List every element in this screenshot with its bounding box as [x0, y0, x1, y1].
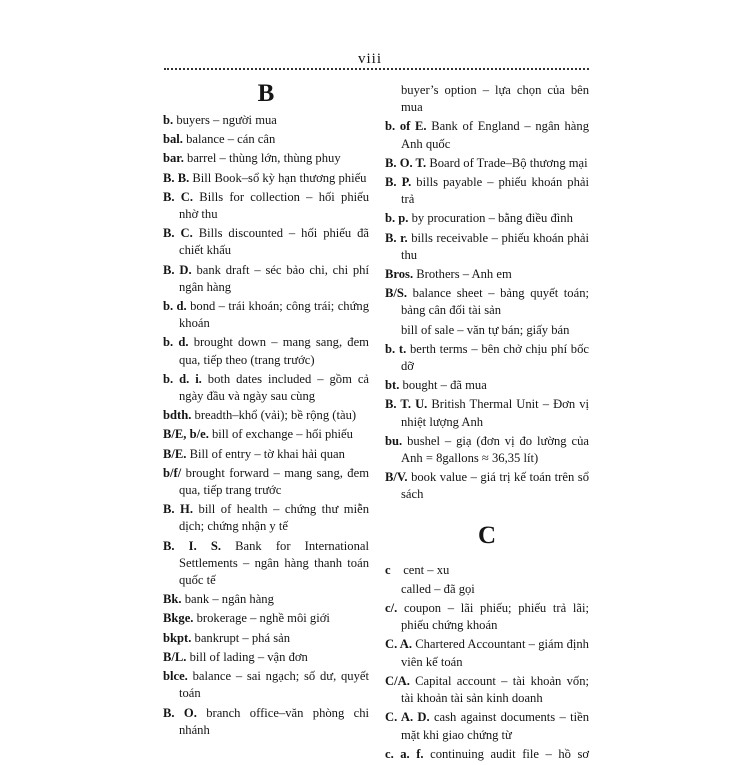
entry-abbreviation: c. a. f.: [385, 746, 424, 761]
dictionary-entry: [163, 668, 369, 702]
entry-definition: cash against documents – tiền mặt khi giao chứng từ: [401, 710, 589, 742]
dictionary-entry: [385, 600, 589, 634]
dictionary-entry: [163, 705, 369, 739]
entry-list-c: [385, 562, 589, 763]
entry-abbreviation: B. C.: [163, 189, 194, 204]
page-number: viii: [357, 51, 382, 67]
dictionary-entry: [163, 407, 369, 424]
dictionary-entry: [163, 630, 369, 647]
dictionary-entry: [163, 170, 369, 187]
dictionary-entry: [163, 112, 369, 129]
entry-abbreviation: C. A. D.: [385, 710, 430, 725]
entry-abbreviation: C. A.: [385, 637, 413, 652]
dictionary-entry: [385, 433, 589, 467]
entry-abbreviation: B. B.: [163, 170, 190, 185]
entry-abbreviation: b. p.: [385, 211, 409, 226]
dictionary-entry: [163, 591, 369, 608]
dictionary-entry: [385, 341, 589, 375]
dictionary-entry: [385, 709, 589, 743]
dictionary-entry: [163, 334, 369, 368]
entry-definition: brought down – mang sang, đem qua, tiếp theo (trang trước): [179, 335, 369, 367]
dictionary-entry: [385, 155, 589, 172]
entry-definition: Bills discounted – hối phiếu đã chiết khấu: [179, 226, 369, 258]
entry-abbreviation: B/L.: [163, 649, 187, 664]
entry-definition: Bill Book–sổ kỳ hạn thương phiếu: [192, 170, 367, 185]
dictionary-entry: [163, 538, 369, 590]
dictionary-entry: [163, 225, 369, 259]
entry-definition: balance sheet – bảng quyết toán; bảng cân đối tài sản: [401, 286, 589, 318]
dictionary-entry: [163, 262, 369, 296]
entry-abbreviation: b. d.: [163, 299, 187, 314]
entry-definition: bushel – giạ (đơn vị đo lường của Anh = 8gallons ≈ 36,35 lít): [401, 433, 589, 466]
entry-abbreviation: bu.: [385, 433, 403, 448]
entry-abbreviation: bdth.: [163, 408, 192, 423]
entry-definition: barrel – thùng lớn, thùng phuy: [187, 151, 341, 166]
entry-definition: buyers – người mua: [176, 113, 277, 127]
entry-definition: Brothers – Anh em: [416, 267, 512, 282]
entry-continuation: buyer’s option – lựa chọn của bên mua: [401, 83, 589, 115]
dictionary-entry: [163, 426, 369, 443]
entry-abbreviation: bt.: [385, 378, 400, 393]
entry-list-b-right: [385, 118, 589, 503]
entry-definition: book value – giá trị kế toán trên sổ sách: [401, 470, 589, 502]
right-column: [385, 82, 589, 765]
entry-abbreviation: B. H.: [163, 502, 193, 517]
dictionary-entry: [385, 118, 589, 152]
entry-definition: Bill of entry – tờ khai hải quan: [189, 446, 345, 461]
entry-abbreviation: B. r.: [385, 230, 408, 245]
dictionary-entry: [385, 636, 589, 670]
entry-abbreviation: b.: [163, 113, 174, 127]
entry-definition: cent – xu: [403, 562, 450, 577]
dictionary-entry: [163, 150, 369, 167]
entry-definition: bills receivable – phiếu khoán phải thu: [401, 230, 589, 262]
entry-definition: breadth–khổ (vải); bề rộng (tàu): [194, 408, 357, 423]
section-letter-b: B: [257, 80, 275, 107]
dictionary-entry: [385, 396, 589, 430]
dictionary-entry: [385, 230, 589, 264]
entry-abbreviation: b. t.: [385, 341, 407, 356]
entry-definition: bought – đã mua: [402, 378, 487, 393]
entry-definition: balance – sai ngạch; số dư, quyết toán: [179, 669, 369, 701]
entry-definition: bill of lading – vận đơn: [189, 649, 308, 664]
entry-definition: branch office–văn phòng chi nhánh: [179, 705, 369, 737]
entry-definition: bill of exchange – hối phiếu: [212, 427, 353, 442]
dictionary-entry: [163, 501, 369, 535]
dictionary-entry: [385, 746, 589, 763]
entry-definition: bill of health – chứng thư miễn dịch; chứng nhận y tế: [179, 502, 369, 534]
dictionary-entry: [163, 610, 369, 627]
entry-abbreviation: B. O.: [163, 705, 197, 720]
entry-abbreviation: bkpt.: [163, 630, 192, 645]
dictionary-entry: [163, 371, 369, 405]
entry-abbreviation: Bkge.: [163, 611, 194, 626]
dictionary-entry: [385, 673, 589, 707]
entry-definition: berth terms – bên chở chịu phí bốc dỡ: [401, 341, 589, 374]
dictionary-entry: [385, 377, 589, 394]
entry-definition: bond – trái khoán; công trái; chứng khoán: [179, 299, 369, 331]
entry-abbreviation: B. O. T.: [385, 155, 427, 170]
entry-abbreviation: B/E, b/e.: [163, 427, 209, 442]
entry-sub-line: bill of sale – văn tự bán; giấy bán: [401, 322, 570, 337]
entry-abbreviation: B. C.: [163, 226, 193, 241]
entry-abbreviation: c: [385, 562, 391, 577]
dictionary-entry: [163, 649, 369, 666]
dictionary-entry: [163, 131, 369, 148]
entry-abbreviation: Bros.: [385, 267, 414, 282]
dictionary-entry: [385, 266, 589, 283]
dictionary-entry: [163, 446, 369, 463]
entry-abbreviation: b. of E.: [385, 119, 427, 134]
dictionary-entry: [163, 298, 369, 332]
entry-definition: coupon – lãi phiếu; phiếu trả lãi; phiếu chứng khoán: [401, 601, 589, 633]
entry-abbreviation: B/E.: [163, 446, 187, 461]
entry-abbreviation: blce.: [163, 669, 188, 684]
entry-definition: British Thermal Unit – Đơn vị nhiệt lượng Anh: [401, 397, 590, 429]
section-letter-c: C: [477, 521, 497, 549]
entry-abbreviation: B. T. U.: [385, 397, 428, 412]
entry-abbreviation: B/V.: [385, 470, 408, 485]
entry-abbreviation: Bk.: [163, 592, 182, 607]
header-dotted-rule: [164, 68, 589, 70]
entry-abbreviation: c/.: [385, 601, 398, 616]
entry-definition: brokerage – nghề môi giới: [196, 611, 330, 626]
entry-definition: Capital account – tài khoản vốn; tài khoản tài sản kinh doanh: [401, 673, 589, 706]
entry-definition: by procuration – bằng điều đình: [411, 211, 573, 226]
entry-abbreviation: B. D.: [163, 262, 192, 277]
entry-definition: bank draft – séc bảo chi, chi phí ngân hàng: [179, 262, 369, 294]
dictionary-entry: [385, 285, 589, 319]
entry-abbreviation: b/f/: [163, 465, 182, 480]
entry-definition: Bank of England – ngân hàng Anh quốc: [401, 119, 589, 151]
entry-definition: continuing audit file – hồ sơ: [430, 746, 589, 761]
entry-definition: Bills for collection – hối phiếu nhờ thu: [179, 189, 370, 222]
entry-abbreviation: b. d. i.: [163, 371, 202, 386]
entry-abbreviation: bar.: [163, 151, 184, 166]
entry-definition: both dates included – gồm cả ngày đầu và ngày sau cùng: [179, 371, 370, 404]
entry-abbreviation: bal.: [163, 132, 183, 147]
entry-sub-line: called – đã gọi: [401, 581, 475, 596]
entry-abbreviation: C/A.: [385, 673, 410, 688]
entry-definition: brought forward – mang sang, đem qua, tiếp trang trước: [179, 465, 369, 498]
entry-abbreviation: B/S.: [385, 286, 408, 301]
entry-abbreviation: B. P.: [385, 175, 412, 190]
entry-definition: bankrupt – phá sản: [194, 630, 290, 645]
dictionary-entry: [163, 465, 369, 499]
entry-definition: Bank for International Settlements – ngân hàng thanh toán quốc tế: [179, 538, 369, 588]
entry-list-b-left: [163, 112, 369, 739]
entry-abbreviation: b. d.: [163, 335, 189, 350]
entry-definition: Board of Trade–Bộ thương mại: [429, 155, 588, 170]
dictionary-entry: [385, 210, 589, 227]
dictionary-entry: [385, 174, 589, 208]
left-column: [163, 82, 369, 741]
dictionary-entry: [163, 189, 369, 223]
entry-definition: bills payable – phiếu khoán phải trả: [401, 175, 589, 207]
entry-definition: Chartered Accountant – giám định viên kế toán: [401, 637, 589, 669]
dictionary-entry: [385, 562, 589, 579]
entry-abbreviation: B. I. S.: [163, 538, 221, 553]
entry-definition: balance – cán cân: [186, 132, 276, 147]
entry-definition: bank – ngân hàng: [184, 592, 274, 607]
dictionary-entry: [385, 469, 589, 503]
